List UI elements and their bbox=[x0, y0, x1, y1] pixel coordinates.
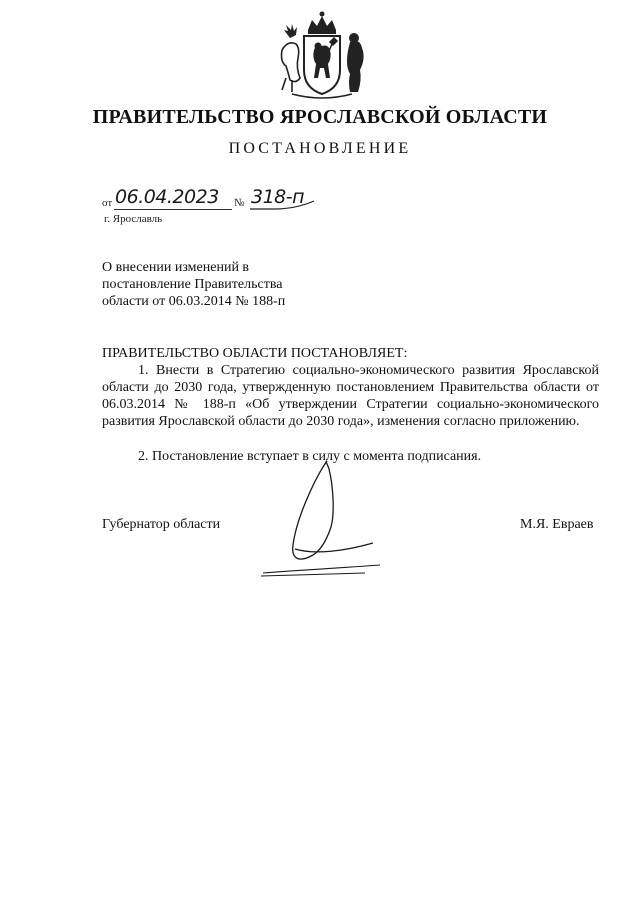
number-underline bbox=[248, 198, 316, 212]
signatory-position: Губернатор области bbox=[102, 517, 221, 532]
handwritten-date: 06.04.2023 bbox=[115, 186, 219, 208]
handwritten-number: 318-п bbox=[251, 186, 305, 208]
signatory-name: М.Я. Евраев bbox=[520, 517, 594, 532]
subject-line: области от 06.03.2014 № 188-п bbox=[102, 294, 286, 309]
subject-line: О внесении изменений в bbox=[102, 260, 250, 275]
document-type: ПОСТАНОВЛЕНИЕ bbox=[228, 140, 412, 157]
date-prefix: от bbox=[102, 197, 113, 209]
yaroslavl-coat-of-arms-icon bbox=[272, 8, 372, 104]
resolution-heading: ПРАВИТЕЛЬСТВО ОБЛАСТИ ПОСТАНОВЛЯЕТ: bbox=[102, 346, 408, 361]
resolution-item-1: 1. Внести в Стратегию социально-экономического развития Ярославской области до 2030 года, утвержденную постановлением Правительства области от 06.03.2014 № 188-п «Об утверждении Стратегии социально-экономического развития Ярославской области до 2030 года», изменения согласно приложению. bbox=[102, 363, 599, 429]
city-label: г. Ярославль bbox=[104, 213, 163, 225]
date-underline bbox=[114, 209, 232, 210]
government-title: ПРАВИТЕЛЬСТВО ЯРОСЛАВСКОЙ ОБЛАСТИ bbox=[92, 106, 548, 128]
resolution-item-2: 2. Постановление вступает в силу с момента подписания. bbox=[138, 449, 482, 464]
handwritten-signature bbox=[255, 455, 385, 585]
document-subject bbox=[102, 259, 402, 310]
number-sign: № bbox=[234, 197, 245, 209]
subject-line: постановление Правительства bbox=[102, 277, 283, 292]
